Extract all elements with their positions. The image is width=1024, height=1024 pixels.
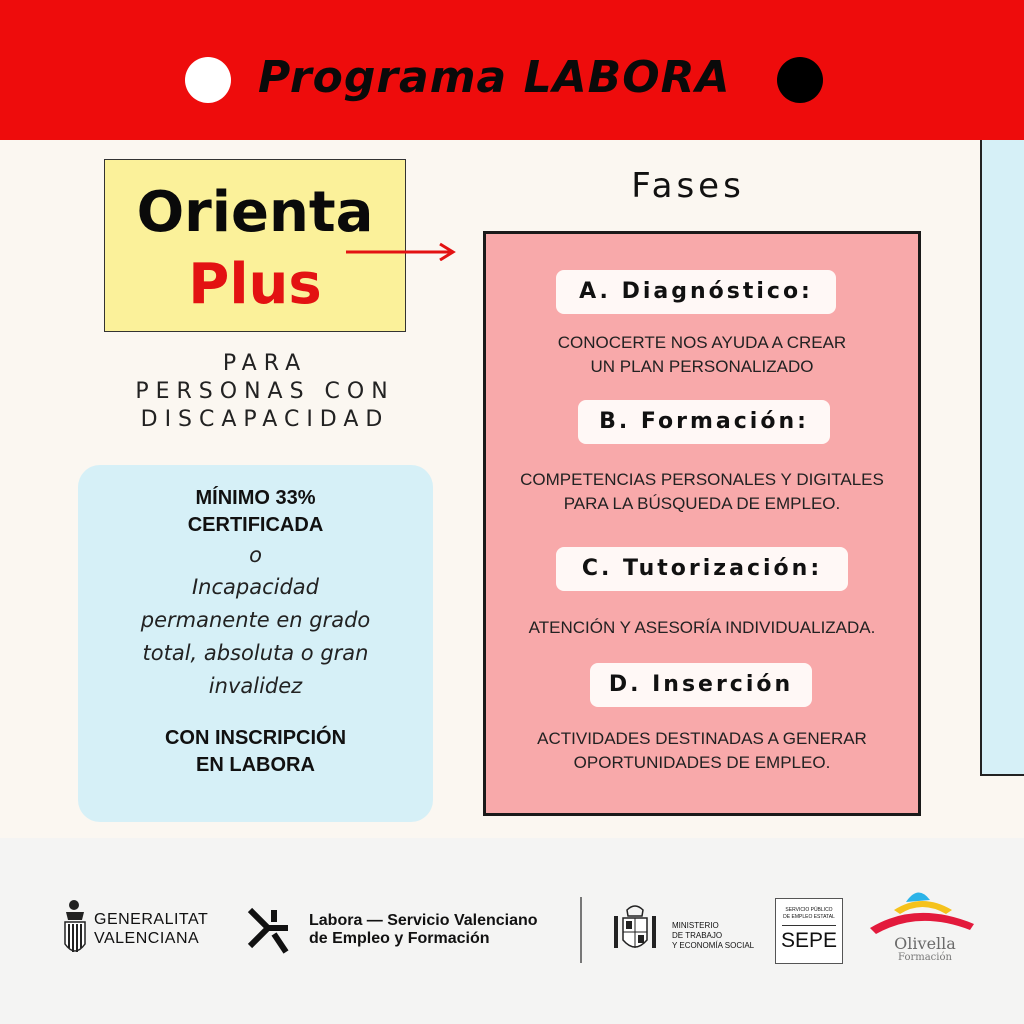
phase-label: D. Inserción [590, 663, 812, 707]
footer-divider [580, 897, 582, 963]
phase-desc-line1: CONOCERTE NOS AYUDA A CREAR [557, 333, 847, 352]
header-banner [0, 0, 1024, 140]
requirement-extra-line2: EN LABORA [196, 754, 315, 776]
phase-description [486, 468, 918, 516]
labora-line1: Labora — Servicio Valenciano [309, 912, 538, 929]
requirement-alt-line4: invalidez [208, 674, 303, 698]
requirement-alt-line2: permanente en grado [140, 608, 371, 632]
olivella-subtitle: Formación [898, 952, 952, 963]
labora-logo-text [309, 912, 538, 948]
ministerio-line1: MINISTERIO [672, 921, 719, 930]
audience-line1: PARA [222, 351, 308, 376]
requirements-box [78, 465, 433, 822]
phases-title: Fases [631, 166, 745, 206]
requirement-line1: MÍNIMO 33% [195, 487, 316, 509]
black-dot-icon [777, 57, 823, 103]
program-name-line2: Plus [188, 252, 322, 317]
requirement-minimum [78, 485, 433, 539]
requirement-or: o [249, 543, 262, 567]
labora-line2: de Empleo y Formación [309, 930, 490, 947]
ministerio-line2: DE TRABAJO [672, 931, 723, 940]
requirement-alt-line1: Incapacidad [191, 575, 320, 599]
sepe-small-text [776, 907, 842, 921]
sepe-logo [775, 898, 843, 964]
audience-line3: DISCAPACIDAD [140, 407, 390, 432]
phase-description [486, 616, 918, 640]
phase-description [486, 331, 918, 379]
audience-text [90, 350, 440, 434]
sepe-divider [782, 925, 836, 926]
requirement-alternative [78, 571, 433, 703]
audience-line2: PERSONAS CON [135, 379, 395, 404]
olivella-logo-icon [866, 884, 978, 938]
olivella-name: Olivella [894, 934, 956, 953]
right-side-panel [980, 140, 1024, 776]
ministerio-line3: Y ECONOMÍA SOCIAL [672, 941, 755, 950]
phase-desc-line2: OPORTUNIDADES DE EMPLEO. [573, 753, 831, 772]
phase-label: B. Formación: [578, 400, 830, 444]
sepe-small-line2: DE EMPLEO ESTATAL [783, 914, 835, 920]
spain-coat-of-arms-icon [610, 902, 660, 958]
phase-desc-line1: COMPETENCIAS PERSONALES Y DIGITALES [520, 470, 884, 489]
phase-label: C. Tutorización: [556, 547, 848, 591]
phase-desc-line2: PARA LA BÚSQUEDA DE EMPLEO. [563, 494, 841, 513]
sepe-small-line1: SERVICIO PÚBLICO [785, 907, 833, 913]
white-dot-icon [185, 57, 231, 103]
requirement-extra-line1: CON INSCRIPCIÓN [164, 727, 347, 749]
arrow-right-icon [346, 241, 458, 261]
generalitat-line2: VALENCIANA [94, 930, 200, 947]
requirement-line2: CERTIFICADA [187, 514, 324, 536]
labora-logo-icon [246, 904, 292, 956]
sepe-acronym: SEPE [780, 929, 838, 952]
requirement-alt-line3: total, absoluta o gran [142, 641, 369, 665]
phase-desc-line1: ATENCIÓN Y ASESORÍA INDIVIDUALIZADA. [528, 618, 876, 637]
requirement-registration [78, 725, 433, 779]
generalitat-logo-text [94, 910, 208, 948]
phases-box [483, 231, 921, 816]
generalitat-line1: GENERALITAT [94, 911, 209, 928]
ministerio-logo-text [672, 921, 754, 951]
generalitat-crest-icon [60, 898, 90, 962]
program-name-line1: Orienta [136, 180, 374, 245]
phase-description [486, 727, 918, 775]
page-title: Programa LABORA [258, 52, 731, 103]
phase-desc-line1: ACTIVIDADES DESTINADAS A GENERAR [537, 729, 867, 748]
phase-label: A. Diagnóstico: [556, 270, 836, 314]
phase-desc-line2: UN PLAN PERSONALIZADO [590, 357, 814, 376]
